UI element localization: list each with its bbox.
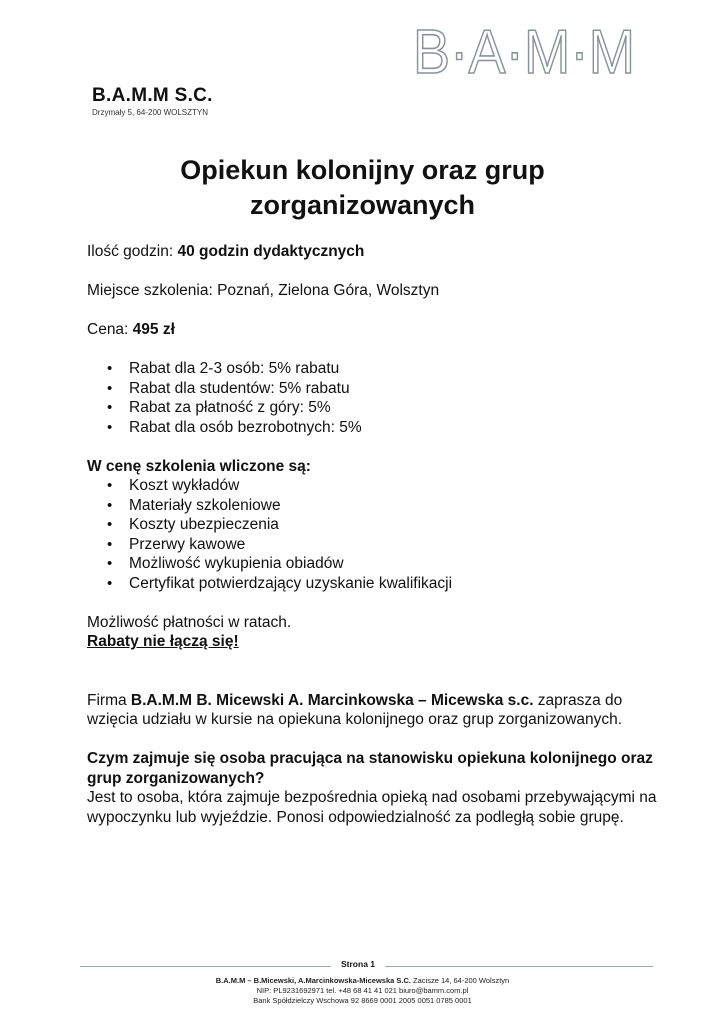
included-heading: [87, 457, 667, 477]
no-combine-text: Rabaty nie łączą się!: [87, 633, 239, 650]
hours-value: 40 godzin dydaktycznych: [177, 243, 365, 260]
list-item: • Możliwość wykupienia obiadów: [87, 554, 667, 574]
footer-company: B.A.M.M – B.Micewski, A.Marcinkowska-Micewska S.C.: [215, 976, 411, 985]
invite-company: B.A.M.M B. Micewski A. Marcinkowska – Micewska s.c.: [130, 691, 534, 709]
list-item: • Rabat dla osób bezrobotnych: 5%: [87, 418, 667, 438]
page-number: Strona 1: [331, 959, 385, 969]
footer-contact: NIP: PL9231692971 tel. +48 68 41 41 021 biuro@bamm.com.pl: [256, 986, 469, 995]
list-item: • Rabat dla 2-3 osób: 5% rabatu: [87, 359, 667, 379]
price-label: Cena:: [87, 321, 133, 338]
bamm-logo: [413, 18, 637, 78]
list-item: • Certyfikat potwierdzający uzyskanie kwalifikacji: [87, 574, 667, 594]
logo-text: B·A·M·M: [413, 18, 635, 78]
price-line: [87, 320, 667, 340]
hours-label: Ilość godzin:: [87, 243, 178, 260]
place-line: Miejsce szkolenia: Poznań, Zielona Góra, Wolsztyn: [87, 282, 440, 299]
answer-paragraph: Jest to osoba, która zajmuje bezpośrednia opieką nad osobami przebywającymi na wypoczynku lub wyjeździe. Ponosi odpowiedzialność za podległą sobie grupę.: [87, 789, 657, 826]
no-combine-note: [87, 632, 667, 652]
installments-note: Możliwość płatności w ratach.: [87, 613, 292, 631]
footer: [0, 976, 725, 1006]
question-heading: [87, 749, 667, 788]
invite-paragraph: [87, 691, 667, 730]
hours-line: [87, 242, 667, 262]
invite-suffix: zaprasza do wzięcia udziału w kursie na opiekuna kolonijnego oraz grup zorganizowanych.: [87, 691, 623, 728]
list-item: • Materiały szkoleniowe: [87, 496, 667, 516]
footer-address: Zacisze 14, 64-200 Wolsztyn: [410, 976, 510, 985]
invite-prefix: Firma: [87, 691, 131, 709]
title-line-2: zorganizowanych: [249, 190, 476, 220]
title-line-1: Opiekun kolonijny oraz grup: [180, 155, 545, 185]
company-address: Drzymały 5, 64-200 WOLSZTYN: [92, 108, 209, 117]
footer-bank: Bank Spółdzielczy Wschowa 92 8669 0001 2005 0051 0785 0001: [253, 996, 472, 1005]
included-heading-text: W cenę szkolenia wliczone są:: [87, 457, 311, 475]
included-list: [87, 476, 667, 593]
list-item: • Rabat za płatność z góry: 5%: [87, 398, 667, 418]
list-item: • Rabat dla studentów: 5% rabatu: [87, 379, 667, 399]
discount-list: [87, 359, 667, 437]
company-name: B.A.M.M S.C.: [92, 85, 213, 106]
footer-company-line: [0, 976, 725, 986]
price-value: 495 zł: [132, 321, 175, 338]
document-body: [87, 242, 667, 827]
list-item: • Koszt wykładów: [87, 476, 667, 496]
company-block: [92, 85, 213, 117]
list-item: • Koszty ubezpieczenia: [87, 515, 667, 535]
question-text: Czym zajmuje się osoba pracująca na stanowisku opiekuna kolonijnego oraz grup zorganizowanych?: [87, 750, 653, 787]
list-item: • Przerwy kawowe: [87, 535, 667, 555]
page-title: [60, 153, 665, 223]
